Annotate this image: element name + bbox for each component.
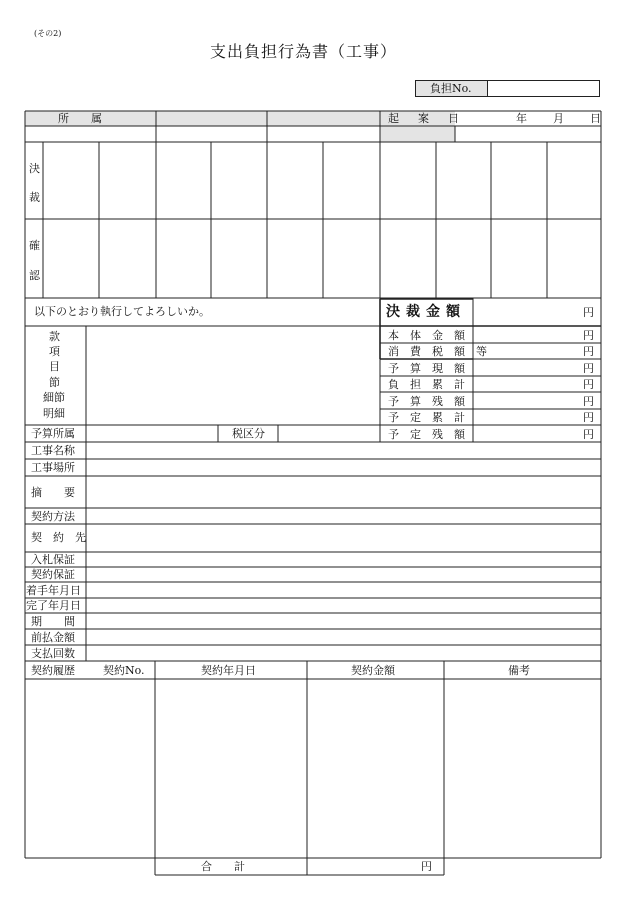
biko-label: 備考 — [508, 664, 530, 677]
kian-label: 起 案 日 — [388, 112, 463, 125]
amount-label: 予 算 現 額 — [388, 362, 465, 375]
amount-yen: 円 — [583, 378, 594, 391]
keiyaku-no-label: 契約No. — [103, 664, 145, 677]
budget-label-ko: 項 — [49, 345, 60, 358]
page-note: (その2) — [34, 29, 62, 38]
amount-yen: 円 — [583, 428, 594, 441]
total-yen: 円 — [421, 860, 432, 873]
keiyakusaki-label: 契 約 先 — [31, 531, 86, 544]
kanryo-label: 完了年月日 — [26, 599, 81, 612]
koji-basho-label: 工事場所 — [31, 461, 75, 474]
shiharai-label: 支払回数 — [31, 647, 75, 660]
amount-label: 本 体 金 額 — [388, 329, 465, 342]
tekiyo-label: 摘 要 — [31, 486, 75, 499]
keiyaku-date-label: 契約年月日 — [201, 664, 256, 677]
maebarai-label: 前払金額 — [31, 631, 75, 644]
amount-label: 消 費 税 額 等 — [388, 345, 487, 358]
year-label: 年 — [516, 112, 527, 125]
page-title: 支出負担行為書（工事） — [210, 42, 398, 61]
rireki-label: 契約履歴 — [31, 664, 75, 677]
shozoku-label: 所 属 — [58, 112, 102, 125]
budget-label-moku: 目 — [49, 360, 60, 373]
futan-no-label: 負担No. — [430, 82, 472, 95]
kessai-label-2: 裁 — [29, 191, 40, 204]
amount-label: 予 算 残 額 — [388, 395, 465, 408]
budget-label-saisetsu: 細節 — [43, 391, 65, 404]
confirm-text: 以下のとおり執行してよろしいか。 — [34, 305, 210, 318]
kakunin-label-2: 認 — [29, 269, 40, 282]
kakunin-label: 確 — [29, 239, 40, 252]
kikan-label: 期 間 — [31, 615, 75, 628]
amount-yen: 円 — [583, 362, 594, 375]
zeiku-label: 税区分 — [232, 427, 265, 440]
kessai-label: 決 — [29, 162, 40, 175]
budget-label-kan: 款 — [49, 330, 60, 343]
kessai-kingaku-yen: 円 — [583, 306, 594, 319]
yosan-shozoku-label: 予算所属 — [31, 427, 75, 440]
keiyaku-hosho-label: 契約保証 — [31, 568, 75, 581]
koji-meisho-label: 工事名称 — [31, 444, 75, 457]
budget-label-meisai: 明細 — [43, 407, 65, 420]
amount-yen: 円 — [583, 411, 594, 424]
amount-yen: 円 — [583, 345, 594, 358]
amount-yen: 円 — [583, 329, 594, 342]
total-label: 合 計 — [201, 860, 245, 873]
chakushu-label: 着手年月日 — [26, 584, 81, 597]
amount-label: 予 定 残 額 — [388, 428, 465, 441]
nyusatsu-label: 入札保証 — [31, 553, 75, 566]
keiyaku-amount-label: 契約金額 — [351, 664, 395, 677]
amount-yen: 円 — [583, 395, 594, 408]
budget-label-setsu: 節 — [49, 376, 60, 389]
kessai-kingaku-label: 決裁金額 — [386, 304, 466, 320]
keiyaku-hoho-label: 契約方法 — [31, 510, 75, 523]
month-label: 月 — [553, 112, 564, 125]
day-label: 日 — [590, 112, 601, 125]
amount-label: 負 担 累 計 — [388, 378, 465, 391]
amount-label: 予 定 累 計 — [388, 411, 465, 424]
